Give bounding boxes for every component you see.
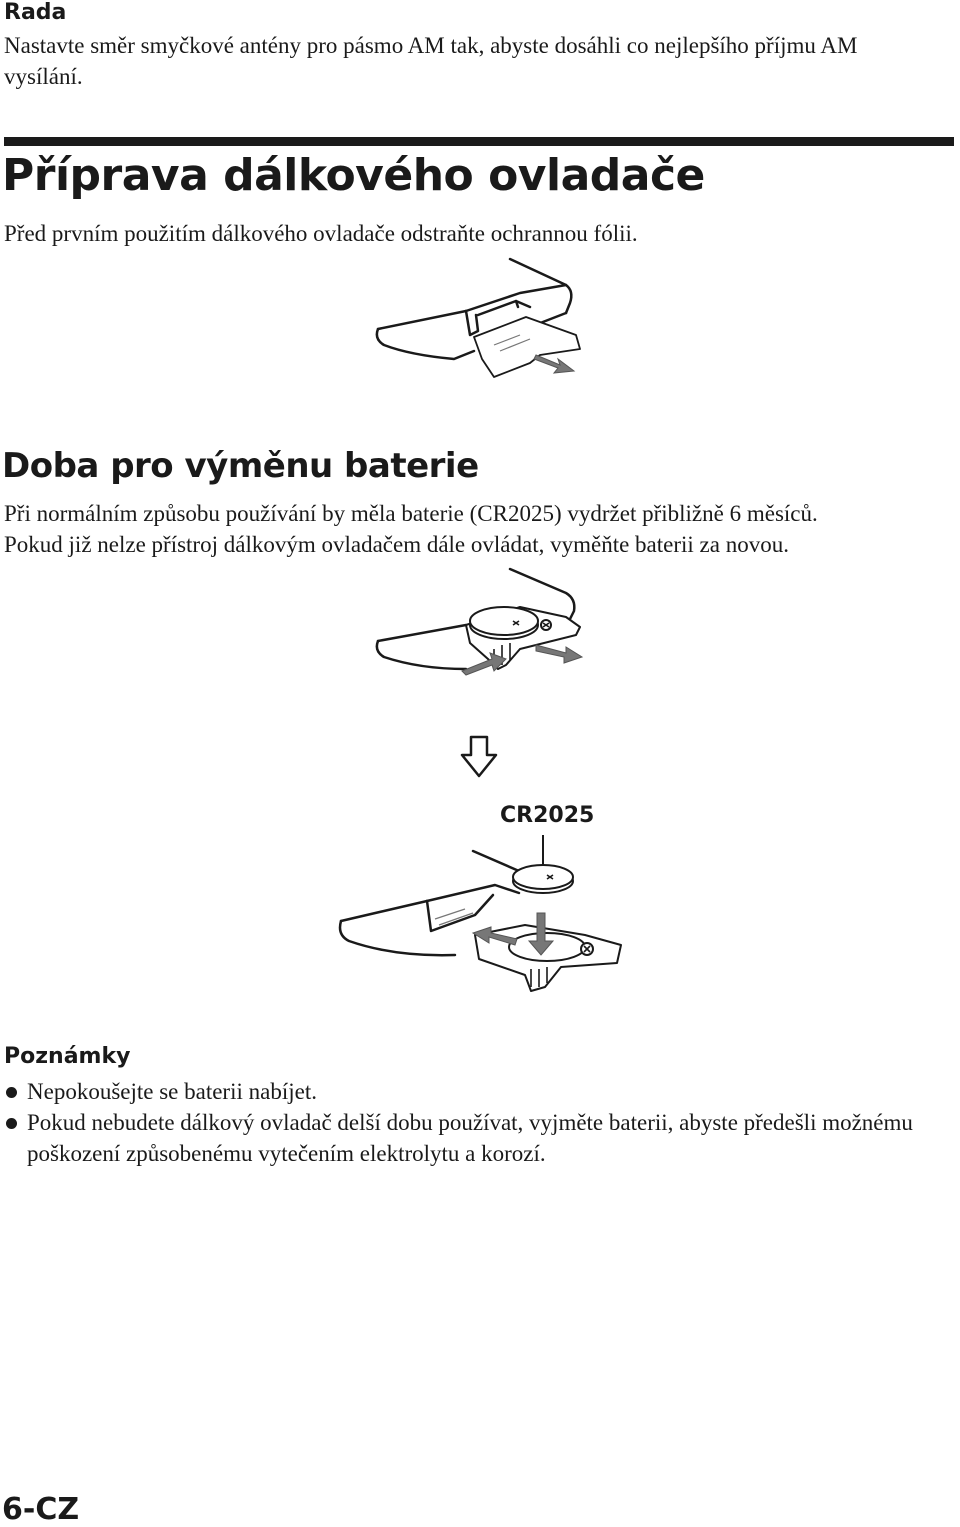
notes-list bbox=[4, 1076, 934, 1169]
notes-title: Poznámky bbox=[4, 1044, 131, 1069]
note-item: Pokud nebudete dálkový ovladač delší dobu používat, vyjměte baterii, abyste předešli možnému poškození způsobenému vytečením elektrolytu a korozí. bbox=[4, 1107, 934, 1169]
down-arrow-icon bbox=[459, 735, 499, 779]
battery-type-label: CR2025 bbox=[500, 803, 595, 828]
battery-text-line1: Při normálním způsobu používání by měla baterie (CR2025) vydržet přibližně 6 měsíců. bbox=[4, 501, 818, 526]
tip-title: Rada bbox=[4, 0, 67, 25]
prep-text: Před prvním použitím dálkového ovladače odstraňte ochrannou fólii. bbox=[4, 221, 638, 246]
tip-text: Nastavte směr smyčkové antény pro pásmo AM tak, abyste dosáhli co nejlepšího příjmu AM vysílání. bbox=[4, 33, 858, 89]
battery-insertion-icon bbox=[335, 835, 625, 995]
prep-heading: Příprava dálkového ovladače bbox=[2, 150, 705, 201]
battery-heading: Doba pro výměnu baterie bbox=[2, 446, 479, 486]
note-item: Nepokoušejte se baterii nabíjet. bbox=[4, 1076, 934, 1107]
battery-text-line2: Pokud již nelze přístroj dálkovým ovladačem dále ovládat, vyměňte baterii za novou. bbox=[4, 532, 789, 557]
remote-film-removal-icon bbox=[370, 255, 590, 385]
battery-tray-release-icon bbox=[370, 565, 590, 680]
page-number: 6-CZ bbox=[2, 1492, 80, 1527]
battery-text bbox=[4, 498, 944, 560]
section-divider bbox=[4, 137, 954, 146]
